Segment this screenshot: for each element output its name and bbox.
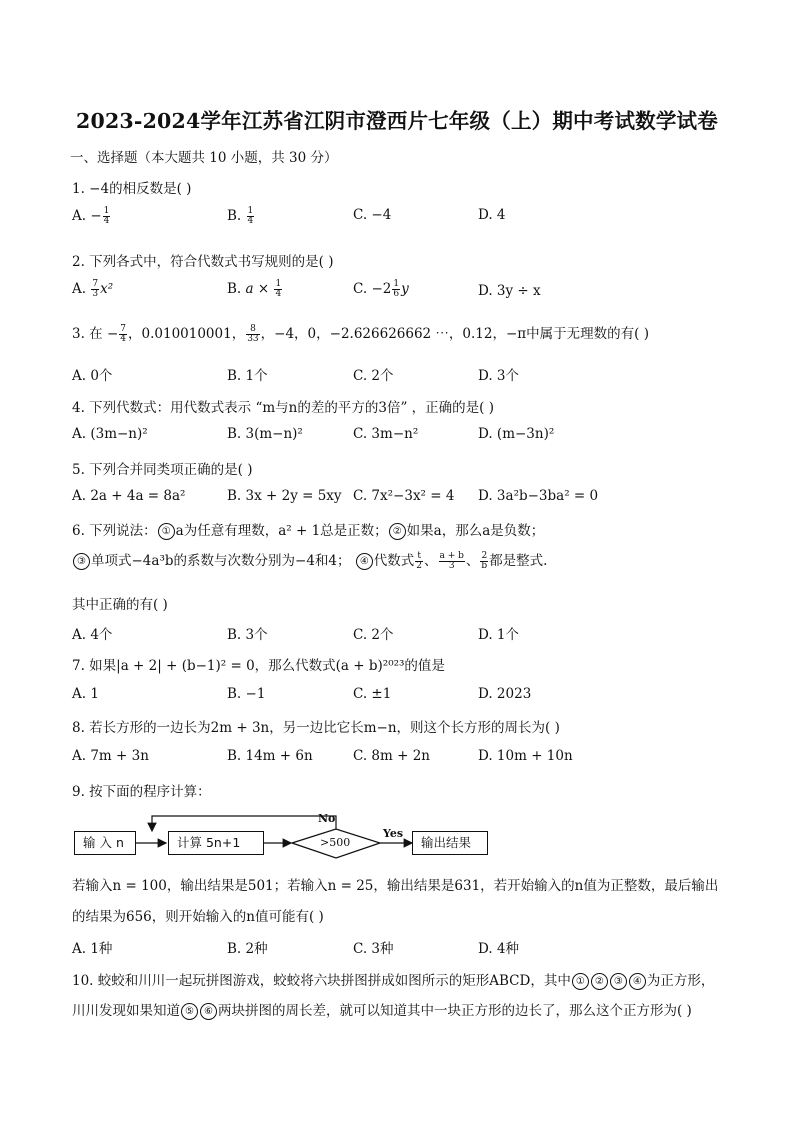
circled-number: ④ bbox=[356, 553, 373, 570]
page-title: 2023-2024学年江苏省江阴市澄西片七年级（上）期中考试数学试卷 bbox=[76, 109, 718, 133]
q3-option-a: A. 0个 bbox=[72, 368, 113, 384]
numerator: a + b bbox=[439, 551, 464, 561]
numerator: 1 bbox=[103, 206, 110, 216]
denominator: b bbox=[481, 561, 488, 571]
q6-line2 bbox=[72, 549, 547, 571]
q4-option-a: A. (3m−n)² bbox=[72, 426, 148, 442]
fraction bbox=[439, 552, 465, 571]
option-letter: B. bbox=[227, 208, 242, 224]
option-letter: B. bbox=[227, 281, 242, 297]
q2-option-b bbox=[227, 280, 283, 299]
q1-option-d: D. 4 bbox=[478, 207, 506, 223]
q10-line1 bbox=[72, 969, 714, 990]
q8-option-c: C. 8m + 2n bbox=[353, 748, 430, 764]
circled-number: ④ bbox=[629, 973, 646, 990]
q8-option-b: B. 14m + 6n bbox=[227, 748, 313, 764]
section-heading: 一、选择题（本大题共 10 小题，共 30 分） bbox=[70, 150, 338, 166]
q5-stem: 5. 下列合并同类项正确的是( ) bbox=[72, 462, 253, 478]
q6-line1 bbox=[72, 519, 544, 540]
stem-text: 6. 下列说法： bbox=[72, 523, 157, 539]
q9-stem: 9. 按下面的程序计算： bbox=[72, 784, 211, 800]
denominator: 3 bbox=[92, 289, 99, 299]
numerator: 1 bbox=[247, 206, 254, 216]
expression: −2 bbox=[371, 281, 392, 297]
loop-back-arrow bbox=[152, 816, 336, 831]
q2-option-c bbox=[353, 280, 409, 299]
denominator: 4 bbox=[275, 289, 282, 299]
q4-option-d: D. (m−3n)² bbox=[478, 426, 555, 442]
calc-box: 计算 5n+1 bbox=[168, 831, 264, 855]
stem-text: 10. 蛟蛟和川川一起玩拼图游戏，蛟蛟将六块拼图拼成如图所示的矩形ABCD，其中 bbox=[72, 973, 571, 989]
expression: x² bbox=[100, 281, 114, 297]
fraction bbox=[247, 207, 255, 226]
q2-option-a bbox=[72, 280, 113, 299]
stem-text: 单项式−4a³b的系数与次数分别为−4和4； bbox=[91, 553, 351, 569]
option-letter: A. bbox=[72, 208, 87, 224]
q9-text-line2: 的结果为656，则开始输入的n值可能有( ) bbox=[72, 909, 324, 925]
input-box: 输 入 n bbox=[74, 831, 136, 855]
q3-option-b: B. 1个 bbox=[227, 368, 268, 384]
denominator: 4 bbox=[103, 216, 110, 226]
numerator: 7 bbox=[120, 324, 127, 334]
minus-sign: − bbox=[90, 208, 102, 224]
q8-stem: 8. 若长方形的一边长为2m + 3n，另一边比它长m−n，则这个长方形的周长为( ) bbox=[72, 720, 560, 736]
fraction bbox=[91, 280, 99, 299]
fraction bbox=[246, 325, 259, 344]
q5-option-d: D. 3a²b−3ba² = 0 bbox=[478, 488, 599, 504]
decision-label: >500 bbox=[320, 836, 351, 849]
q9-option-b: B. 2种 bbox=[227, 941, 268, 957]
q1-stem: 1. −4的相反数是( ) bbox=[72, 181, 192, 197]
q6-option-d: D. 1个 bbox=[478, 627, 520, 643]
stem-text: 都是整式. bbox=[489, 553, 548, 569]
yes-label: Yes bbox=[383, 827, 404, 840]
q5-option-c: C. 7x²−3x² = 4 bbox=[353, 488, 455, 504]
output-box: 输出结果 bbox=[412, 831, 488, 855]
q9-text-line1: 若输入n = 100，输出结果是501；若输入n = 25，输出结果是631，若开始输入的n值为正整数，最后输出 bbox=[72, 878, 719, 894]
expression: a × bbox=[245, 281, 270, 297]
q6-line3: 其中正确的有( ) bbox=[72, 597, 168, 613]
stem-text: 川川发现如果知道 bbox=[72, 1003, 180, 1019]
q5-option-b: B. 3x + 2y = 5xy bbox=[227, 488, 342, 504]
q3-option-d: D. 3个 bbox=[478, 368, 520, 384]
option-letter: A. bbox=[72, 281, 87, 297]
fraction bbox=[415, 552, 423, 571]
q4-option-c: C. 3m−n² bbox=[353, 426, 419, 442]
circled-number: ① bbox=[572, 973, 589, 990]
separator: 、 bbox=[465, 553, 480, 569]
q7-option-d: D. 2023 bbox=[478, 686, 532, 702]
denominator: 6 bbox=[393, 289, 400, 299]
stem-text: 3. 在 − bbox=[72, 326, 119, 342]
q6-option-a: A. 4个 bbox=[72, 627, 113, 643]
numerator: 1 bbox=[393, 279, 400, 289]
q5-option-a: A. 2a + 4a = 8a² bbox=[72, 488, 186, 504]
q10-line2 bbox=[72, 999, 692, 1020]
fraction bbox=[274, 280, 282, 299]
circled-number: ③ bbox=[610, 973, 627, 990]
q3-stem bbox=[72, 322, 649, 344]
numerator: 1 bbox=[275, 279, 282, 289]
q1-option-a bbox=[72, 207, 111, 226]
fraction bbox=[480, 552, 488, 571]
q6-option-c: C. 2个 bbox=[353, 627, 394, 643]
stem-text: 两块拼图的周长差，就可以知道其中一块正方形的边长了，那么这个正方形为( ) bbox=[218, 1003, 692, 1019]
q2-stem: 2. 下列各式中，符合代数式书写规则的是( ) bbox=[72, 254, 334, 270]
circled-number: ① bbox=[158, 523, 175, 540]
q7-option-c: C. ±1 bbox=[353, 686, 392, 702]
q6-option-b: B. 3个 bbox=[227, 627, 268, 643]
denominator: 2 bbox=[416, 561, 423, 571]
q4-stem: 4. 下列代数式：用代数式表示 “m与n的差的平方的3倍” ，正确的是( ) bbox=[72, 400, 494, 416]
circled-number: ⑤ bbox=[181, 1003, 198, 1020]
q2-option-d: D. 3y ÷ x bbox=[478, 283, 541, 299]
stem-text: 代数式 bbox=[373, 553, 415, 569]
circled-number: ② bbox=[591, 973, 608, 990]
q4-option-b: B. 3(m−n)² bbox=[227, 426, 303, 442]
denominator: 4 bbox=[120, 334, 127, 344]
denominator: 4 bbox=[247, 216, 254, 226]
numerator: 7 bbox=[92, 279, 99, 289]
q7-option-b: B. −1 bbox=[227, 686, 266, 702]
circled-number: ⑥ bbox=[200, 1003, 217, 1020]
separator: 、 bbox=[424, 553, 438, 569]
stem-text: ，−4，0，−2.626626662 ⋯，0.12̇，−π中属于无理数的有( ) bbox=[260, 326, 649, 342]
numerator: t bbox=[415, 552, 423, 562]
q7-stem: 7. 如果|a + 2| + (b−1)² = 0，那么代数式(a + b)²⁰²³的值是 bbox=[72, 658, 445, 674]
denominator: 33 bbox=[247, 334, 259, 344]
stem-text: 为正方形， bbox=[646, 973, 715, 989]
expression: y bbox=[401, 281, 409, 297]
fraction bbox=[119, 325, 127, 344]
circled-number: ② bbox=[389, 523, 406, 540]
q1-option-c: C. −4 bbox=[353, 207, 392, 223]
denominator: 3 bbox=[448, 561, 455, 571]
q1-option-b bbox=[227, 207, 255, 226]
stem-text: a为任意有理数，a² + 1总是正数； bbox=[175, 523, 388, 539]
fraction bbox=[103, 207, 111, 226]
q3-option-c: C. 2个 bbox=[353, 368, 394, 384]
q8-option-a: A. 7m + 3n bbox=[72, 748, 149, 764]
stem-text: ，0.010010001， bbox=[128, 326, 246, 342]
no-label: No bbox=[318, 812, 336, 825]
q9-option-d: D. 4种 bbox=[478, 941, 520, 957]
fraction bbox=[392, 280, 400, 299]
stem-text: 如果a，那么a是负数； bbox=[406, 523, 545, 539]
option-letter: C. bbox=[353, 281, 368, 297]
q7-option-a: A. 1 bbox=[72, 686, 99, 702]
numerator: 8 bbox=[246, 325, 259, 335]
q9-option-c: C. 3种 bbox=[353, 941, 394, 957]
q9-option-a: A. 1种 bbox=[72, 941, 113, 957]
numerator: 2 bbox=[481, 551, 488, 561]
q8-option-d: D. 10m + 10n bbox=[478, 748, 573, 764]
circled-number: ③ bbox=[73, 553, 90, 570]
